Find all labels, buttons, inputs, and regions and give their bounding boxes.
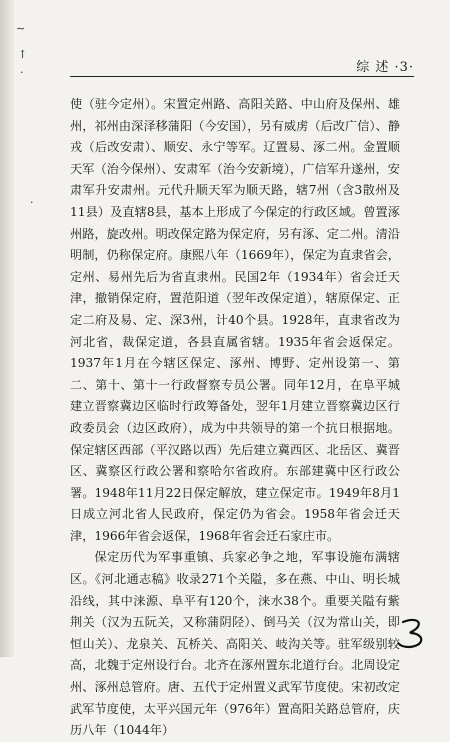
page-header [70,56,414,77]
margin-mark: ∼ [16,22,26,35]
handwritten-mark [395,616,433,650]
running-head-page-number: 综 述 ·3· [356,60,414,75]
paragraph: 使（驻今定州）。宋置定州路、高阳关路、中山府及保州、雄州，祁州由深泽移蒲阳（今安国），另有威虏（后改广信）、静戎（后改安肃）、顺安、永宁等军。辽置易、涿二州。金置顺天军（治今保州）、安肃军（治今安新境），广信军升遂州，安肃军升安肃州。元代升顺天军为顺天路，辖7州（含3散州及11县）及直辖8县，基本上形成了今保定的行政区域。曾置涿州路，旋改州。明改保定路为保定府，另有涿、定二州。清沿明制，仍称保定府。康熙八年（1669年），保定为直隶省会，定州、易州先后为省直隶州。民国2年（1934年）省会迁天津，撤销保定府，置范阳道（翌年改保定道），辖原保定、正定二府及易、定、深3州，计40个县。1928年，直隶省改为河北省，裁保定道，各县直属省辖。1935年省会返保定。1937年1月在今辖区保定、涿州、博野、定州设第一、第二、第十、第十一行政督察专员公署。同年12月，在阜平城建立晋察冀边区临时行政筹备处，翌年1月建立晋察冀边区行政委员会（边区政府），成为中共领导的第一个抗日根据地。保定辖区西部（平汉路以西）先后建立冀西区、北岳区、冀晋区、冀察区行政公署和察哈尔省政府。东部建冀中区行政公署。1948年11月22日保定解放，建立保定市。1949年8月1日成立河北省人民政府，保定仍为省会。1958年省会迁天津，1966年省会返保，1968年省会迁石家庄市。 [70,97,400,543]
paragraph: 保定历代为军事重镇、兵家必争之地，军事设施布满辖区。《河北通志稿》收录271个关隘，多在燕、中山、明长城沿线，其中涞源、阜平有120个，涞水38个。重要关隘有紫荆关（汉为五阮关，又称蒲阴陉）、倒马关（汉为常山关，即恒山关）、龙泉关、瓦桥关、高阳关、岐沟关等。驻军级别较高，北魏于定州设行台。北齐在涿州置东北道行台。北周设定州、涿州总管府。唐、五代于定州置义武军节度使。宋初改定武军节度使，太平兴国元年（976年）置高阳关路总管府，庆历八年（1044年） [70,550,400,738]
margin-mark: ↑ [18,48,28,61]
body-text [70,94,400,742]
margin-mark: · [30,196,34,209]
margin-mark: · [20,66,24,79]
page-binding-edge [0,0,14,657]
